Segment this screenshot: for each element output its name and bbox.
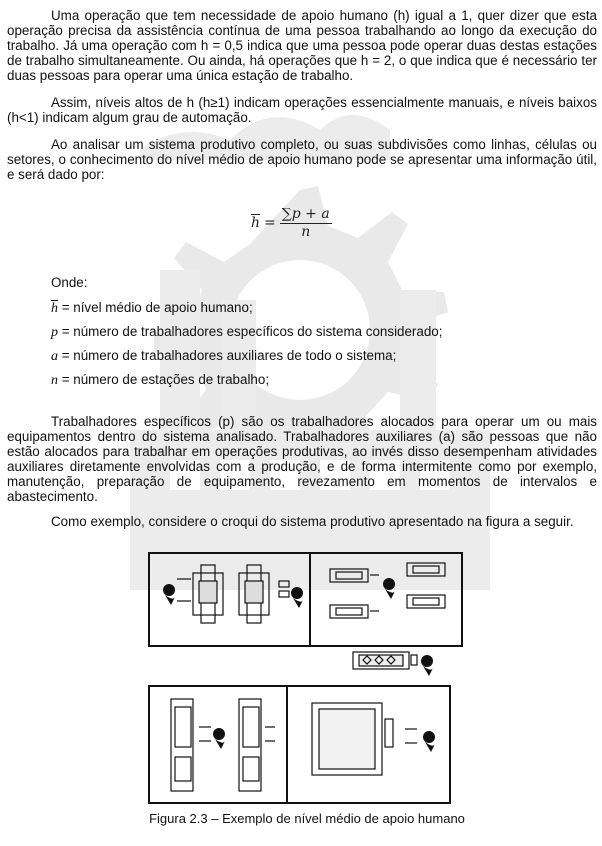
figure-caption: Figura 2.3 – Exemplo de nível médio de apoio humano bbox=[149, 811, 465, 826]
paragraph-worker-types: Trabalhadores específicos (p) são os trabalhadores alocados para operar um ou mais equipamentos dentro do sistema analisado. Trabalhadores auxiliares (a) são pessoas que não estão alocados para trabalhar em operações produtivas, ao invés disso desempenham atividades auxiliares diretamente envolvidas com a produção, e de forma intermitente como por exemplo, manutenção, preparação de equipamento, revezamento em momentos de intervalos e abastecimento. bbox=[7, 414, 597, 504]
operator-icon bbox=[213, 728, 225, 749]
formula-block bbox=[7, 207, 597, 249]
formula-fraction bbox=[280, 207, 332, 240]
definition-symbol: a bbox=[51, 349, 58, 364]
bottom-cell-frame bbox=[149, 686, 450, 803]
top-left-station bbox=[177, 565, 289, 623]
definition-item bbox=[51, 300, 597, 316]
definition-item bbox=[51, 348, 597, 364]
definition-symbol: p bbox=[51, 325, 58, 340]
operator-icon bbox=[423, 731, 435, 752]
paragraph-human-support: Uma operação que tem necessidade de apoio humano (h) igual a 1, quer dizer que esta operação precisa da assistência contínua de uma pessoa trabalhando ao longo da execução do trabalho. Já uma operação com h = 0,5 indica que uma pessoa pode operar duas destas estações de trabalho simultaneamente. Ou ainda, há operações que h = 2, o que indica que é necessário ter duas pessoas para operar uma única estação de trabalho. bbox=[7, 8, 597, 83]
formula-equals: = bbox=[264, 215, 276, 231]
average-support-formula bbox=[251, 207, 332, 240]
definition-item bbox=[51, 324, 597, 340]
production-layout-figure bbox=[7, 551, 597, 809]
definition-text: = número de estações de trabalho; bbox=[58, 372, 270, 387]
top-cell-frame bbox=[149, 553, 462, 646]
paragraph-example-intro: Como exemplo, considere o croqui do sistema produtivo apresentado na figura a seguir. bbox=[51, 514, 574, 529]
operator-icon bbox=[421, 655, 433, 676]
middle-station bbox=[353, 652, 417, 669]
definition-symbol: n bbox=[51, 373, 58, 388]
paragraph-high-low-levels: Assim, níveis altos de h (h≥1) indicam operações essencialmente manuais, e níveis baixos (h<1) indicam algum grau de automação. bbox=[7, 95, 597, 125]
bottom-right-station bbox=[312, 703, 417, 775]
definition-text: = número de trabalhadores auxiliares de todo o sistema; bbox=[58, 348, 397, 363]
paragraph-system-analysis: Ao analisar um sistema produtivo completo, ou suas subdivisões como linhas, células ou setores, o conhecimento do nível médio de apoio humano pode se apresentar uma informação útil, e será dado por: bbox=[7, 137, 597, 182]
definitions-intro: Onde: bbox=[51, 275, 88, 290]
operator-icon bbox=[383, 578, 395, 599]
definition-text: = número de trabalhadores específicos do sistema considerado; bbox=[58, 324, 443, 339]
definition-item bbox=[51, 372, 597, 388]
document-page bbox=[7, 8, 597, 826]
definition-text: = nível médio de apoio humano; bbox=[58, 300, 253, 315]
production-sketch bbox=[147, 551, 467, 809]
top-right-station bbox=[330, 563, 445, 618]
formula-denominator: n bbox=[301, 224, 311, 240]
formula-lhs: $\overline{h}$ bbox=[251, 215, 261, 231]
definition-symbol: $\overline{h}$ bbox=[51, 301, 58, 316]
definitions-list bbox=[7, 275, 597, 388]
formula-numerator: ∑p + a bbox=[281, 206, 330, 222]
